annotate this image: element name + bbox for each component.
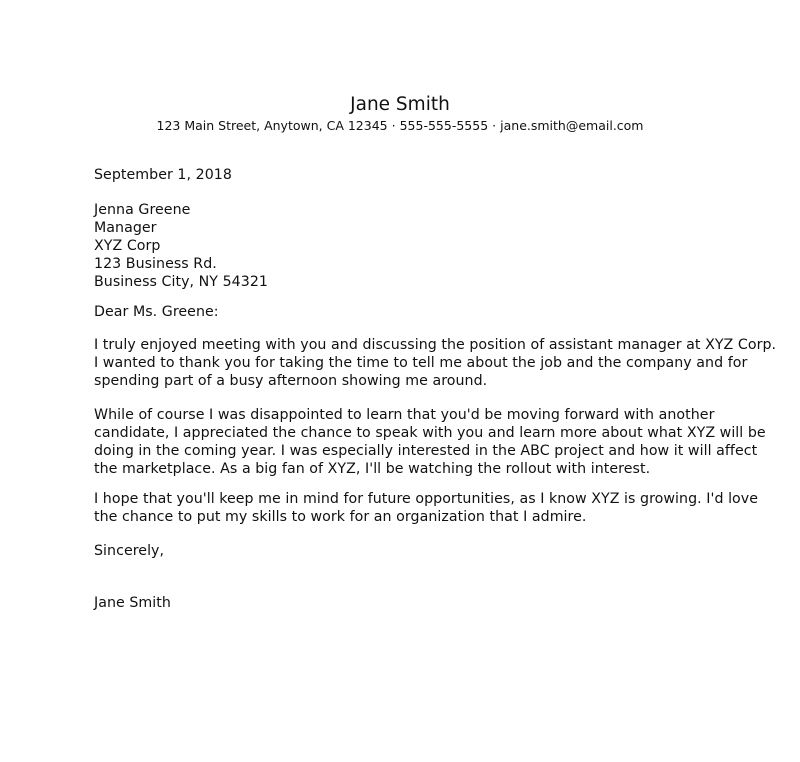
paragraph-line: doing in the coming year. I was especially interested in the ABC project and how it will affect <box>94 443 758 459</box>
paragraph-line: I truly enjoyed meeting with you and discussing the position of assistant manager at XYZ Corp. <box>94 337 777 353</box>
body-paragraph-3 <box>94 490 759 526</box>
sender-name: Jane Smith <box>350 94 450 115</box>
recipient-street: 123 Business Rd. <box>94 256 217 272</box>
contact-separator: · <box>492 118 497 133</box>
recipient-title: Manager <box>94 220 157 236</box>
letter-date: September 1, 2018 <box>94 167 232 183</box>
recipient-name: Jenna Greene <box>94 202 191 218</box>
closing: Sincerely, <box>94 543 165 559</box>
body-paragraph-2 <box>94 406 766 478</box>
contact-separator: · <box>391 118 396 133</box>
sender-email: jane.smith@email.com <box>500 118 644 133</box>
paragraph-line: While of course I was disappointed to learn that you'd be moving forward with another <box>94 407 715 423</box>
salutation: Dear Ms. Greene: <box>94 304 219 320</box>
sender-address: 123 Main Street, Anytown, CA 12345 <box>156 118 388 133</box>
paragraph-line: the marketplace. As a big fan of XYZ, I'll be watching the rollout with interest. <box>94 461 651 477</box>
sender-phone: 555-555-5555 <box>399 118 489 133</box>
recipient-city-state-zip: Business City, NY 54321 <box>94 274 268 290</box>
paragraph-line: candidate, I appreciated the chance to speak with you and learn more about what XYZ will be <box>94 425 766 441</box>
recipient-address-block <box>94 201 734 291</box>
paragraph-line: I hope that you'll keep me in mind for future opportunities, as I know XYZ is growing. I'd love <box>94 491 759 507</box>
paragraph-line: I wanted to thank you for taking the time to tell me about the job and the company and for <box>94 355 748 371</box>
recipient-company: XYZ Corp <box>94 238 161 254</box>
signature-name: Jane Smith <box>94 595 171 611</box>
paragraph-line: the chance to put my skills to work for an organization that I admire. <box>94 509 587 525</box>
body-paragraph-1 <box>94 336 777 390</box>
paragraph-line: spending part of a busy afternoon showing me around. <box>94 373 488 389</box>
sender-contact-line <box>0 117 800 135</box>
